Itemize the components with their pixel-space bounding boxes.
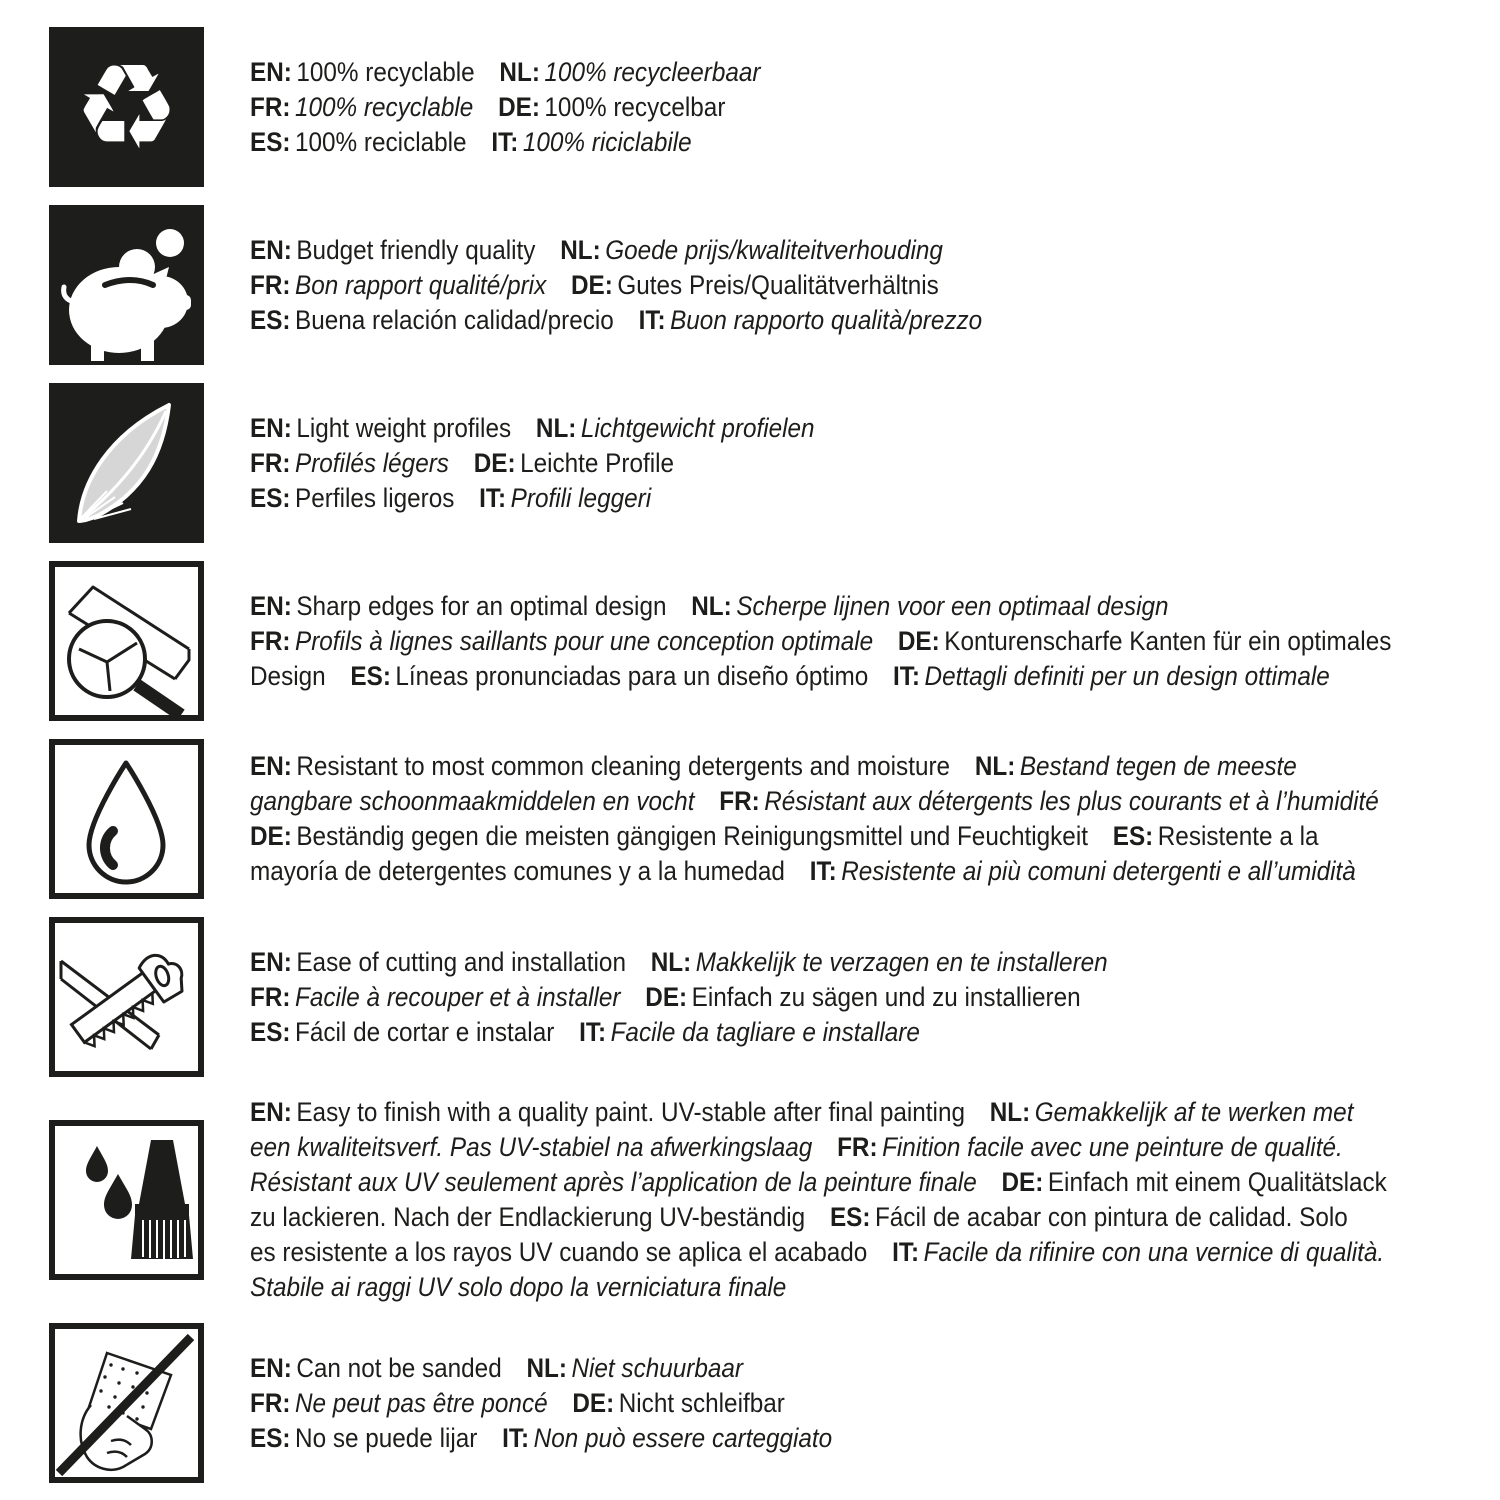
lang-label: ES: xyxy=(1112,821,1154,851)
lang-label: ES: xyxy=(250,126,291,157)
saw-icon xyxy=(49,917,204,1077)
feature-text: Nicht schleifbar xyxy=(618,1387,785,1418)
lang-label: NL: xyxy=(535,412,577,443)
feature-text: Finition facile avec une peinture de qualité. xyxy=(882,1132,1343,1162)
feature-text: Dettagli definiti per un design ottimale xyxy=(924,660,1330,691)
feature-text: Fácil de acabar con pintura de calidad. Solo xyxy=(874,1202,1348,1232)
feature-text: Ne peut pas être poncé xyxy=(294,1387,548,1418)
feature-row-recyclable xyxy=(49,27,1480,187)
feather-icon xyxy=(49,383,204,543)
feature-text: Design xyxy=(250,660,326,691)
water-drop-icon xyxy=(49,739,204,899)
lang-label: ES: xyxy=(250,1422,291,1453)
lang-label: NL: xyxy=(691,590,732,621)
no-sanding-icon xyxy=(49,1323,204,1483)
feature-text: Niet schuurbaar xyxy=(571,1352,744,1383)
lang-label: EN: xyxy=(250,56,292,87)
feature-text: Facile à recouper et à installer xyxy=(294,981,621,1012)
lang-label: DE: xyxy=(250,821,292,851)
feature-text: Facile da rifinire con una vernice di qualità. xyxy=(923,1237,1385,1267)
lang-label: EN: xyxy=(250,1097,292,1127)
feature-text: Gutes Preis/Qualitätverhältnis xyxy=(617,269,939,300)
lang-label: ES: xyxy=(250,482,291,513)
lang-label: ES: xyxy=(250,1016,291,1047)
feature-text: Bestand tegen de meeste xyxy=(1019,751,1297,781)
lang-label: FR: xyxy=(250,1387,291,1418)
recycle-glyph: ♻ xyxy=(73,38,180,176)
lang-label: IT: xyxy=(893,660,921,691)
lang-label: IT: xyxy=(638,304,666,335)
feature-text: Goede prijs/kwaliteitverhouding xyxy=(605,234,943,265)
feature-text-painting xyxy=(250,1095,1480,1305)
feature-text: Light weight profiles xyxy=(296,412,512,443)
lang-label: EN: xyxy=(250,412,292,443)
feature-text: Resistente a la xyxy=(1157,821,1319,851)
lang-label: EN: xyxy=(250,946,292,977)
lang-label: EN: xyxy=(250,751,292,781)
feature-text: es resistente a los rayos UV cuando se aplica el acabado xyxy=(250,1237,868,1267)
lang-label: EN: xyxy=(250,590,292,621)
lang-label: EN: xyxy=(250,234,292,265)
lang-label: IT: xyxy=(491,126,519,157)
lang-label: IT: xyxy=(892,1237,920,1267)
feature-text: Einfach mit einem Qualitätslack xyxy=(1047,1167,1387,1197)
feature-text: Lichtgewicht profielen xyxy=(580,412,815,443)
feature-text: Résistant aux détergents les plus courants et à l’humidité xyxy=(764,786,1379,816)
feature-text: 100% recycleerbaar xyxy=(544,56,761,87)
lang-label: FR: xyxy=(250,269,291,300)
feature-text: Scherpe lijnen voor een optimaal design xyxy=(736,590,1169,621)
feature-text-cutting xyxy=(250,945,1480,1050)
feature-text: Bon rapport qualité/prix xyxy=(294,269,547,300)
feature-text: No se puede lijar xyxy=(295,1422,478,1453)
feature-row-sharp-edges xyxy=(49,561,1480,721)
lang-label: DE: xyxy=(498,91,540,122)
feature-text: Buena relación calidad/precio xyxy=(295,304,614,335)
feature-text: Fácil de cortar e instalar xyxy=(295,1016,555,1047)
feature-text: Beständig gegen die meisten gängigen Reinigungsmittel und Feuchtigkeit xyxy=(296,821,1088,851)
lang-label: EN: xyxy=(250,1352,292,1383)
feature-text: Einfach zu sägen und zu installieren xyxy=(691,981,1081,1012)
paint-brush-icon xyxy=(49,1120,204,1280)
feature-text-recyclable xyxy=(250,55,1480,160)
lang-label: DE: xyxy=(645,981,688,1012)
feature-text: Profili leggeri xyxy=(510,482,652,513)
recycle-icon xyxy=(49,27,204,187)
lang-label: FR: xyxy=(250,981,291,1012)
feature-row-moisture xyxy=(49,739,1480,899)
lang-label: NL: xyxy=(974,751,1016,781)
feature-text-no-sanding xyxy=(250,1351,1480,1456)
feature-text: Resistente ai più comuni detergenti e all’umidità xyxy=(841,856,1356,886)
feature-text: 100% reciclable xyxy=(295,126,467,157)
lang-label: NL: xyxy=(989,1097,1031,1127)
lang-label: DE: xyxy=(1001,1167,1044,1197)
feature-row-budget xyxy=(49,205,1480,365)
lang-label: NL: xyxy=(560,234,601,265)
feature-text: gangbare schoonmaakmiddelen en vocht xyxy=(250,786,695,816)
feature-text: Leichte Profile xyxy=(520,447,675,478)
feature-text-budget xyxy=(250,233,1480,338)
lang-label: DE: xyxy=(473,447,516,478)
feature-text: een kwaliteitsverf. Pas UV-stabiel na afwerkingslaag xyxy=(250,1132,813,1162)
feature-text: Profilés légers xyxy=(294,447,449,478)
sharp-edge-magnifier-icon xyxy=(49,561,204,721)
lang-label: DE: xyxy=(897,625,940,656)
feature-text: 100% riciclabile xyxy=(522,126,692,157)
feature-text: Profils à lignes saillants pour une conception optimale xyxy=(294,625,874,656)
feature-text: Can not be sanded xyxy=(296,1352,502,1383)
lang-label: NL: xyxy=(499,56,540,87)
feature-text-sharp-edges xyxy=(250,589,1480,694)
lang-label: DE: xyxy=(571,269,613,300)
feature-text: Budget friendly quality xyxy=(296,234,536,265)
lang-label: IT: xyxy=(809,856,837,886)
feature-row-painting xyxy=(49,1095,1480,1305)
feature-row-cutting xyxy=(49,917,1480,1077)
feature-text: Résistant aux UV seulement après l’application de la peinture finale xyxy=(250,1167,977,1197)
lang-label: FR: xyxy=(250,625,291,656)
lang-label: IT: xyxy=(479,482,507,513)
feature-text: Ease of cutting and installation xyxy=(296,946,626,977)
feature-text: Resistant to most common cleaning detergents and moisture xyxy=(296,751,951,781)
feature-text: Easy to finish with a quality paint. UV-stable after final painting xyxy=(296,1097,965,1127)
lang-label: FR: xyxy=(837,1132,878,1162)
feature-text: Perfiles ligeros xyxy=(295,482,455,513)
feature-text: 100% recyclable xyxy=(294,91,474,122)
lang-label: DE: xyxy=(572,1387,615,1418)
feature-text: Gemakkelijk af te werken met xyxy=(1034,1097,1354,1127)
feature-text: Makkelijk te verzagen en te installeren xyxy=(695,946,1108,977)
lang-label: ES: xyxy=(250,304,291,335)
lang-label: ES: xyxy=(350,660,391,691)
feature-row-no-sanding xyxy=(49,1323,1480,1483)
feature-text: 100% recycelbar xyxy=(544,91,726,122)
feature-text: Stabile ai raggi UV solo dopo la verniciatura finale xyxy=(250,1272,787,1302)
feature-text: Sharp edges for an optimal design xyxy=(296,590,667,621)
feature-row-lightweight xyxy=(49,383,1480,543)
feature-text: Konturenscharfe Kanten für ein optimales xyxy=(944,625,1392,656)
feature-text-lightweight xyxy=(250,411,1480,516)
lang-label: FR: xyxy=(250,91,291,122)
lang-label: FR: xyxy=(250,447,291,478)
feature-text-moisture xyxy=(250,749,1480,889)
lang-label: IT: xyxy=(502,1422,530,1453)
feature-text: Facile da tagliare e installare xyxy=(610,1016,920,1047)
feature-text: mayoría de detergentes comunes y a la humedad xyxy=(250,856,785,886)
lang-label: NL: xyxy=(650,946,692,977)
piggy-bank-icon xyxy=(49,205,204,365)
feature-text: zu lackieren. Nach der Endlackierung UV-beständig xyxy=(250,1202,806,1232)
feature-text: 100% recyclable xyxy=(296,56,475,87)
feature-text: Non può essere carteggiato xyxy=(533,1422,833,1453)
lang-label: ES: xyxy=(829,1202,871,1232)
lang-label: FR: xyxy=(719,786,760,816)
lang-label: NL: xyxy=(526,1352,567,1383)
feature-text: Líneas pronunciadas para un diseño óptimo xyxy=(395,660,869,691)
lang-label: IT: xyxy=(579,1016,607,1047)
feature-text: Buon rapporto qualità/prezzo xyxy=(670,304,983,335)
